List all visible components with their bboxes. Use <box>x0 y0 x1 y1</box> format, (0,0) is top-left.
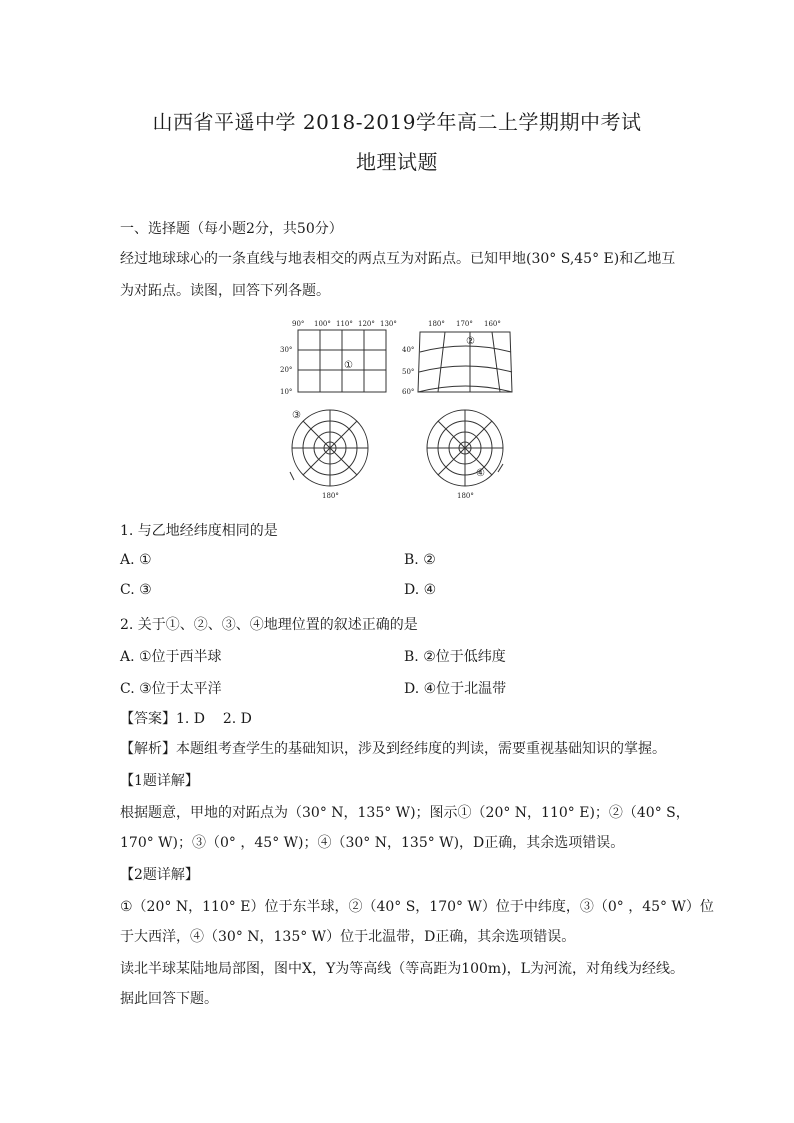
detail1-heading: 【1题详解】 <box>120 773 199 789</box>
map1-lat-10: 10° <box>280 388 293 396</box>
map2-lon-180: 180° <box>428 320 445 328</box>
q1-option-d: D. ④ <box>404 582 437 598</box>
map2-lat-40: 40° <box>402 346 415 354</box>
map4-polar <box>427 410 503 486</box>
next-intro-line-1: 读北半球某陆地局部图，图中X，Y为等高线（等高距为100m)，L为河流，对角线为经线。 <box>120 961 684 977</box>
q2-option-d: D. ④位于北温带 <box>404 681 507 697</box>
map2-lon-160: 160° <box>484 320 501 328</box>
map1-lat-30: 30° <box>280 346 293 354</box>
map1-lon-90: 90° <box>292 320 305 328</box>
map1-marker: ① <box>344 360 353 371</box>
q2-option-b: B. ②位于低纬度 <box>404 649 506 665</box>
intro-line-2: 为对跖点。读图，回答下列各题。 <box>120 283 330 299</box>
map1-lat-20: 20° <box>280 366 293 374</box>
analysis-line: 【解析】本题组考查学生的基础知识，涉及到经纬度的判读，需要重视基础知识的掌握。 <box>120 741 666 757</box>
q2-stem: 2. 关于①、②、③、④地理位置的叙述正确的是 <box>120 617 418 633</box>
map4-180-label: 180° <box>457 492 474 500</box>
detail1-line-2: 170° W)；③（0° ，45° W)；④（30° N，135° W)，D正确，其余选项错误。 <box>120 835 625 851</box>
map3-polar <box>290 410 368 486</box>
detail2-line-2: 于大西洋，④（30° N，135° W）位于北温带，D正确，其余选项错误。 <box>120 929 576 945</box>
map1-lon-120: 120° <box>358 320 375 328</box>
map2-lat-60: 60° <box>402 388 415 396</box>
q1-option-b: B. ② <box>404 552 436 568</box>
intro-line-1: 经过地球球心的一条直线与地表相交的两点互为对跖点。已知甲地(30° S,45° E)和乙地互 <box>120 251 676 267</box>
map2-marker: ② <box>466 336 475 347</box>
map2-grid <box>418 332 512 392</box>
detail2-line-1: ①（20° N，110° E）位于东半球，②（40° S，170° W）位于中纬度，③（0° ，45° W）位 <box>120 899 714 915</box>
q2-option-a: A. ①位于西半球 <box>120 649 222 665</box>
map2-lon-170: 170° <box>456 320 473 328</box>
document-title: 山西省平遥中学 2018-2019学年高二上学期期中考试 <box>152 110 642 134</box>
map1-lon-130: 130° <box>380 320 397 328</box>
next-intro-line-2: 据此回答下题。 <box>120 991 218 1007</box>
section-heading: 一、选择题（每小题2分，共50分） <box>120 221 343 237</box>
map1-lon-100: 100° <box>314 320 331 328</box>
map3-marker: ③ <box>292 410 301 421</box>
document-subtitle: 地理试题 <box>356 150 438 174</box>
detail2-heading: 【2题详解】 <box>120 867 199 883</box>
q1-option-a: A. ① <box>120 552 152 568</box>
map1-grid <box>298 330 386 392</box>
map1-lon-110: 110° <box>336 320 353 328</box>
map3-180-label: 180° <box>322 492 339 500</box>
detail1-line-1: 根据题意，甲地的对跖点为（30° N，135° W)；图示①（20° N，110° E)；②（40° S， <box>120 805 690 821</box>
map2-lat-50: 50° <box>402 368 415 376</box>
answer-line: 【答案】1. D 2. D <box>120 711 252 727</box>
map4-marker: ④ <box>476 468 485 479</box>
map-figure <box>270 312 530 502</box>
q1-stem: 1. 与乙地经纬度相同的是 <box>120 523 278 539</box>
q2-option-c: C. ③位于太平洋 <box>120 681 222 697</box>
q1-option-c: C. ③ <box>120 582 152 598</box>
